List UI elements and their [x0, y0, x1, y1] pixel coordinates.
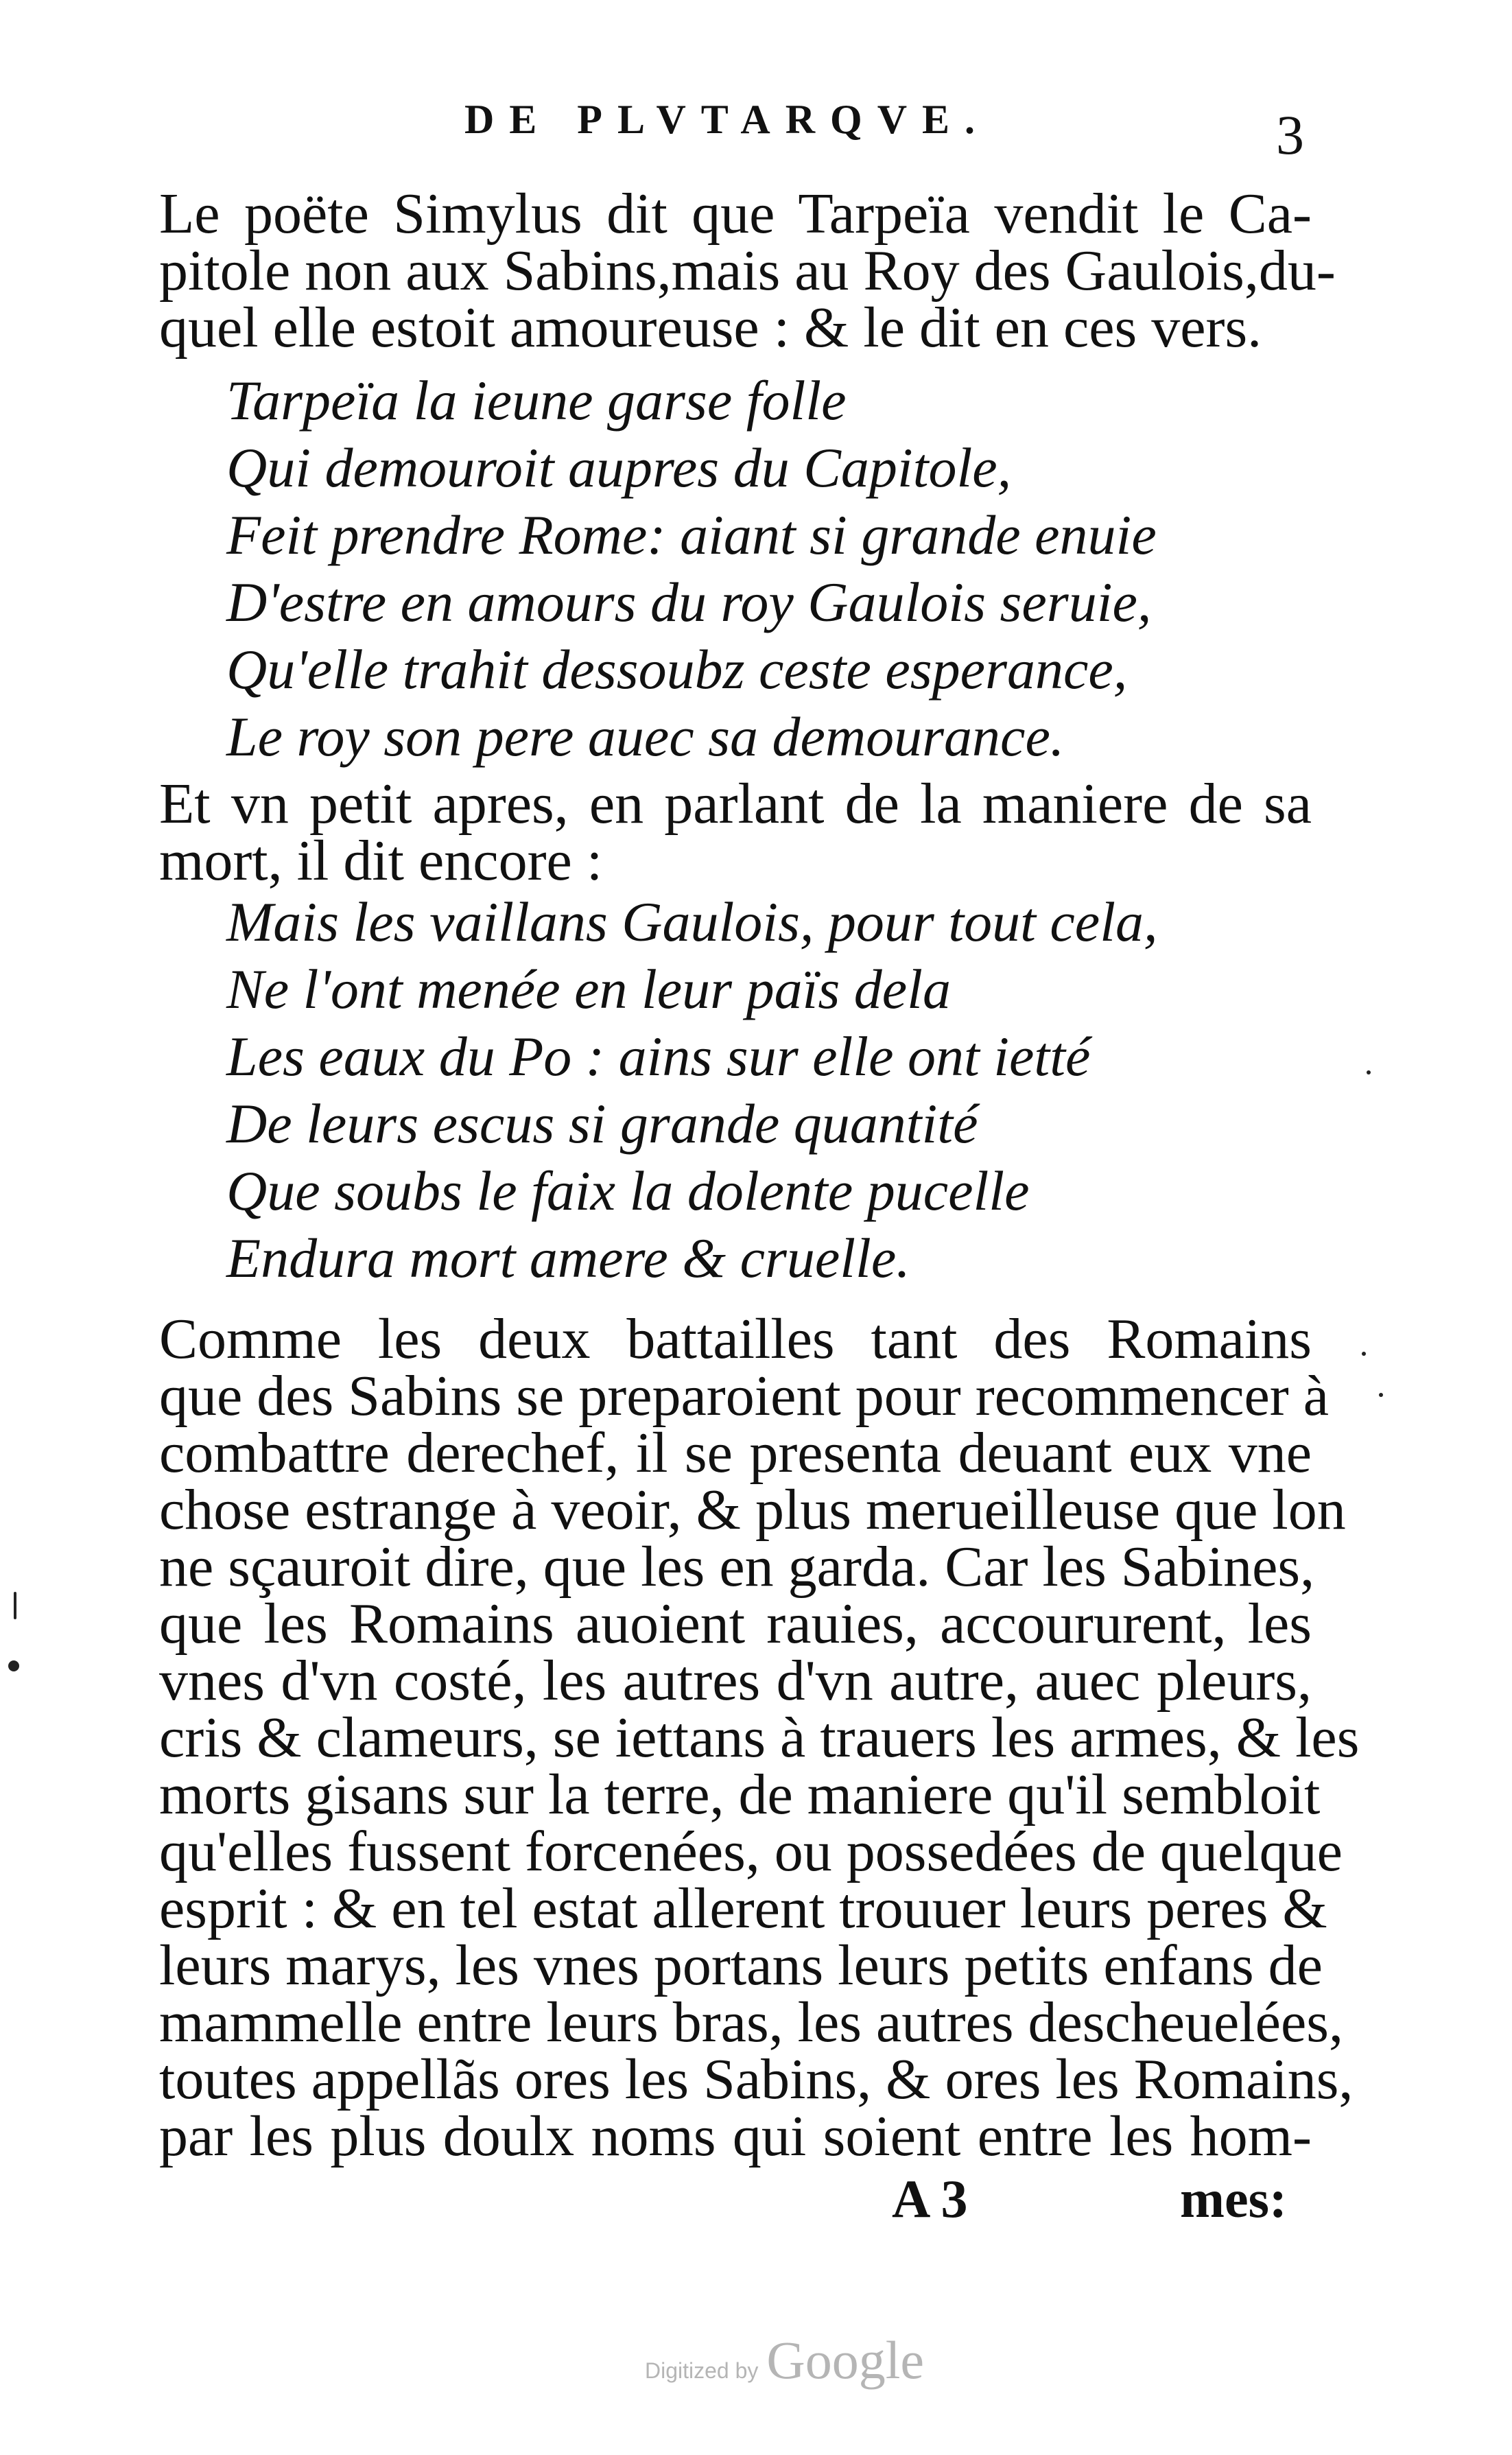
- text-line: toutes appellãs ores les Sabins, & ores les Romains,: [159, 2047, 1354, 2111]
- catchword: mes:: [1180, 2169, 1287, 2229]
- text-line: chose estrange à veoir, & plus merueilleuse que lon: [159, 1478, 1346, 1542]
- text-line: pitole non aux Sabins,mais au Roy des Gaulois,du-: [159, 239, 1336, 303]
- text-line: qu'elles fussent forcenées, ou possedées de quelque: [159, 1820, 1343, 1883]
- verse-line: Les eaux du Po : ains sur elle ont ietté: [226, 1025, 1091, 1088]
- verse-line: Mais les vaillans Gaulois, pour tout cela,: [226, 891, 1158, 953]
- paragraph-comme: [159, 1307, 1360, 2168]
- verse-line: D'estre en amours du roy Gaulois seruie,: [226, 571, 1152, 633]
- verse-line: Feit prendre Rome: aiant si grande enuie: [226, 504, 1157, 566]
- scan-speck: [1367, 1070, 1371, 1074]
- paragraph-et-vn-petit: [159, 772, 1312, 893]
- verse-tarpeia: [226, 367, 1255, 771]
- verse-line: Qui demouroit aupres du Capitole,: [226, 436, 1012, 499]
- text-line: esprit : & en tel estat allerent trouuer leurs peres &: [159, 1877, 1327, 1940]
- watermark-brand: Google: [766, 2330, 925, 2390]
- page-number: 3: [1276, 104, 1304, 166]
- verse-line: Tarpeïa la ieune garse folle: [226, 369, 847, 432]
- scan-speck: [14, 1592, 16, 1619]
- text-line: que les Romains auoient rauies, accoururent, les: [159, 1592, 1312, 1656]
- paragraph-simylus: [159, 182, 1336, 360]
- text-line: ne sçauroit dire, que les en garda. Car les Sabines,: [159, 1535, 1315, 1599]
- text-line: morts gisans sur la terre, de maniere qu'il sembloit: [159, 1763, 1321, 1826]
- text-line: par les plus doulx noms qui soient entre les hom-: [159, 2104, 1312, 2168]
- signature-mark: A 3: [892, 2169, 968, 2229]
- verse-line: De leurs escus si grande quantité: [226, 1092, 978, 1155]
- scan-speck: [1362, 1352, 1366, 1356]
- text-line: Comme les deux battailles tant des Romains: [159, 1307, 1312, 1371]
- verse-line: Endura mort amere & cruelle.: [226, 1227, 910, 1289]
- text-line: que des Sabins se preparoient pour recommencer à: [159, 1364, 1330, 1428]
- text-line: mort, il dit encore :: [159, 829, 603, 893]
- text-line: combattre derechef, il se presenta deuant eux vne: [159, 1421, 1312, 1485]
- verse-line: Ne l'ont menée en leur païs dela: [226, 958, 951, 1020]
- digitization-watermark: [645, 2329, 924, 2391]
- verse-line: Que soubs le faix la dolente pucelle: [226, 1160, 1030, 1222]
- text-line: Et vn petit apres, en parlant de la maniere de sa: [159, 772, 1312, 836]
- text-line: cris & clameurs, se iettans à trauers les armes, & les: [159, 1706, 1360, 1770]
- text-line: vnes d'vn costé, les autres d'vn autre, auec pleurs,: [159, 1649, 1312, 1713]
- verse-line: Le roy son pere auec sa demourance.: [226, 705, 1065, 768]
- text-line: leurs marys, les vnes portans leurs petits enfans de: [159, 1934, 1323, 1997]
- text-line: quel elle estoit amoureuse : & le dit en ces vers.: [159, 296, 1262, 360]
- verse-gaulois: [226, 889, 1255, 1292]
- verse-line: Qu'elle trahit dessoubz ceste esperance,: [226, 638, 1128, 701]
- running-title: DE PLVTARQVE.: [464, 97, 991, 142]
- watermark-prefix: Digitized by: [645, 2358, 759, 2383]
- scan-speck: [8, 1660, 19, 1671]
- text-line: Le poëte Simylus dit que Tarpeïa vendit le Ca-: [159, 182, 1312, 246]
- text-line: mammelle entre leurs bras, les autres descheuelées,: [159, 1990, 1343, 2054]
- scan-speck: [1379, 1393, 1383, 1397]
